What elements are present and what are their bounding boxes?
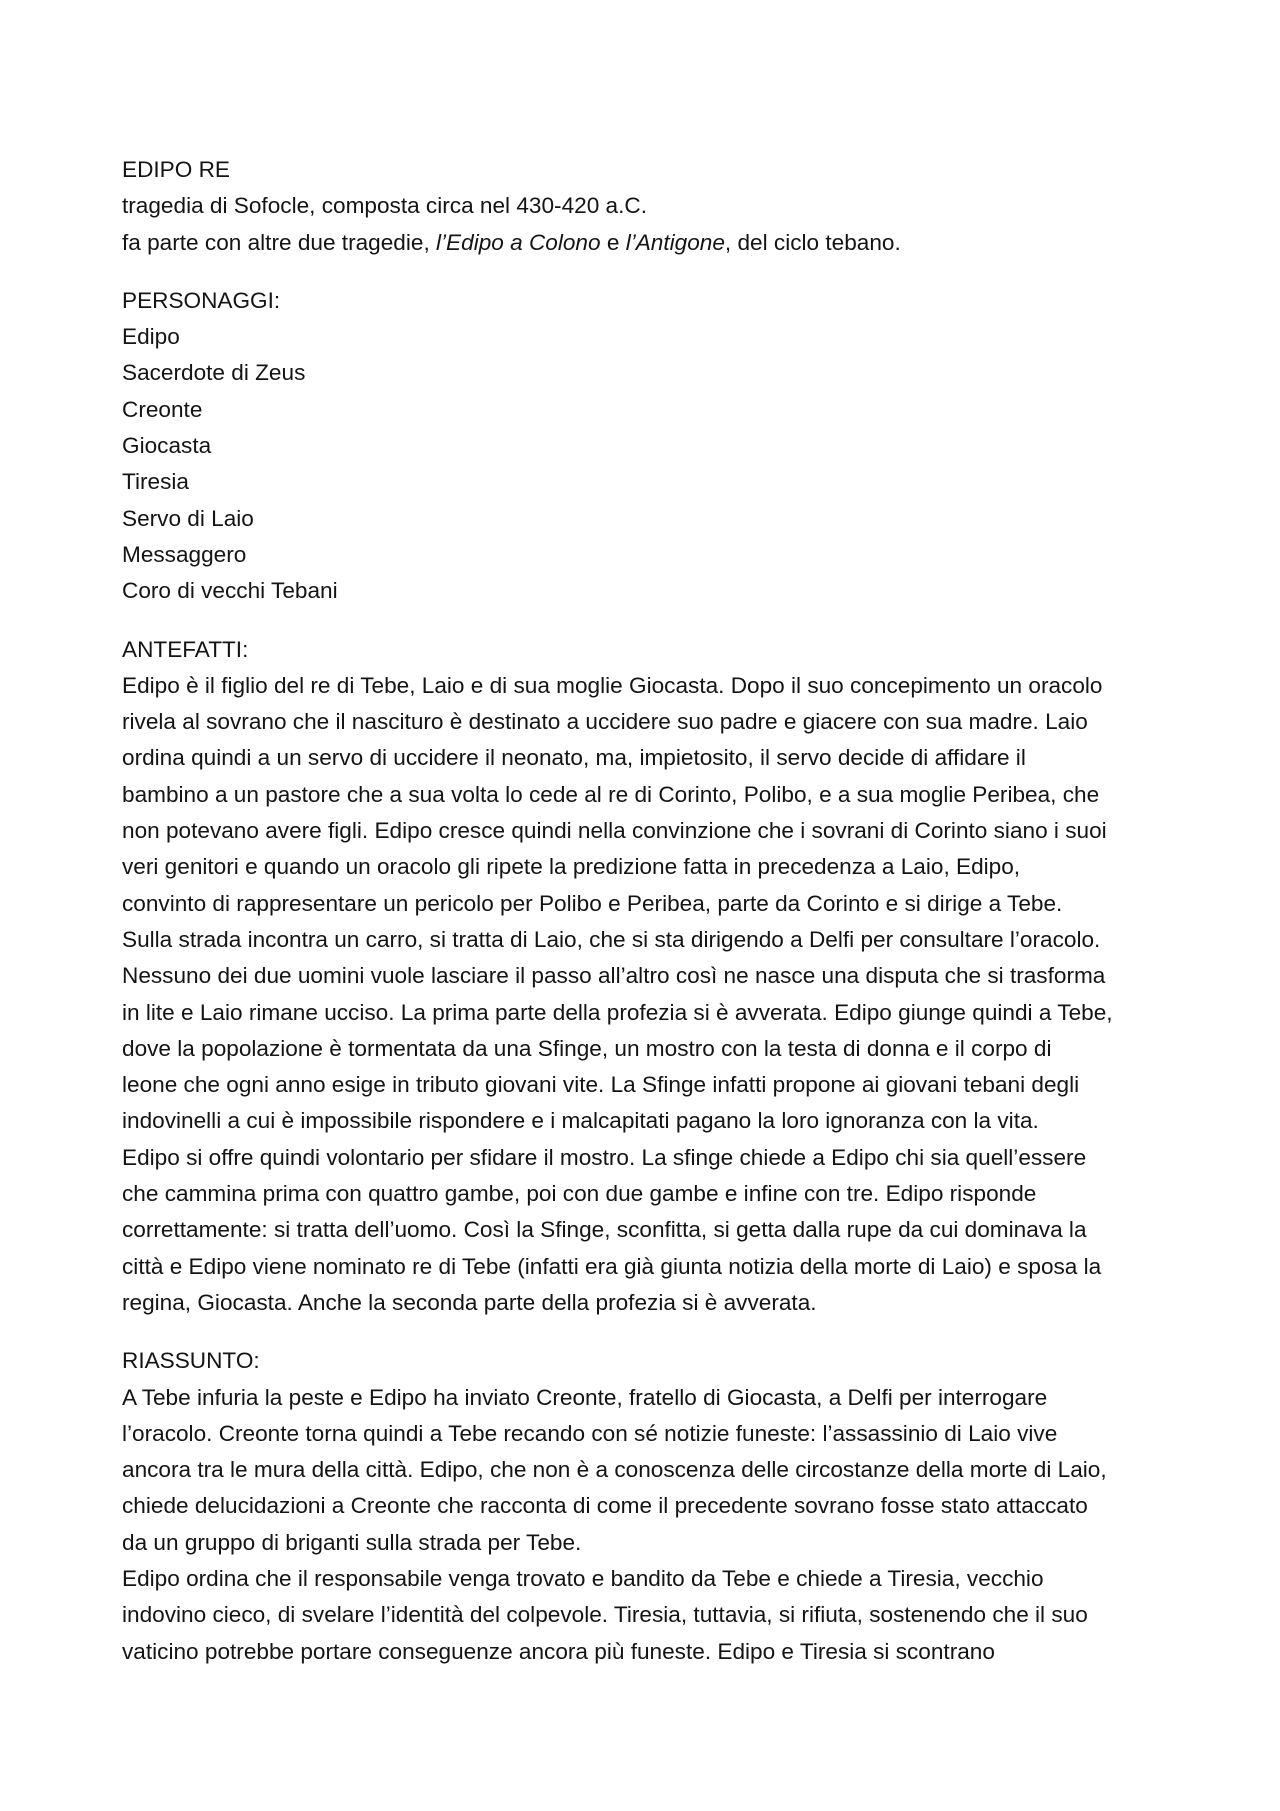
work-antigone: l’Antigone <box>625 229 725 255</box>
antefatti-section <box>122 632 1172 1322</box>
text-line: A Tebe infuria la peste e Edipo ha inviato Creonte, fratello di Giocasta, a Delfi per interrogare <box>122 1384 1048 1410</box>
character-item: Messaggero <box>122 541 247 567</box>
riassunto-paragraph <box>122 1380 1172 1670</box>
document-page <box>122 152 1172 1692</box>
text-line: Edipo si offre quindi volontario per sfidare il mostro. La sfinge chiede a Edipo chi sia quell’essere <box>122 1144 1087 1170</box>
character-item: Edipo <box>122 324 180 350</box>
title-block <box>122 152 1172 261</box>
work-edipo-a-colono: l’Edipo a Colono <box>436 229 601 255</box>
text-line: Edipo è il figlio del re di Tebe, Laio e di sua moglie Giocasta. Dopo il suo concepimento un oracolo <box>122 672 1103 698</box>
text-line: l’oracolo. Creonte torna quindi a Tebe recando con sé notizie funeste: l’assassinio di Laio vive <box>122 1420 1058 1446</box>
riassunto-heading: RIASSUNTO: <box>122 1348 260 1374</box>
text-line: ordina quindi a un servo di uccidere il neonato, ma, impietosito, il servo decide di affidare il <box>122 745 1026 771</box>
text-line: regina, Giocasta. Anche la seconda parte della profezia si è avverata. <box>122 1289 817 1315</box>
text-line: correttamente: si tratta dell’uomo. Così la Sfinge, sconfitta, si getta dalla rupe da cui dominava la <box>122 1217 1087 1243</box>
character-item: Creonte <box>122 396 203 422</box>
text-line: ancora tra le mura della città. Edipo, che non è a conoscenza delle circostanze della morte di Laio, <box>122 1457 1107 1483</box>
text-line: da un gruppo di briganti sulla strada per Tebe. <box>122 1529 582 1555</box>
cycle-suffix: , del ciclo tebano. <box>724 229 901 255</box>
text-line: bambino a un pastore che a sua volta lo cede al re di Corinto, Polibo, e a sua moglie Peribea, che <box>122 781 1100 807</box>
character-item: Servo di Laio <box>122 505 254 531</box>
text-line: rivela al sovrano che il nascituro è destinato a uccidere suo padre e giacere con sua madre. Laio <box>122 709 1088 735</box>
character-item: Tiresia <box>122 469 189 495</box>
text-line: che cammina prima con quattro gambe, poi con due gambe e infine con tre. Edipo risponde <box>122 1181 1037 1207</box>
text-line: in lite e Laio rimane ucciso. La prima parte della profezia si è avverata. Edipo giunge quindi a Tebe, <box>122 999 1113 1025</box>
antefatti-heading: ANTEFATTI: <box>122 636 249 662</box>
character-item: Coro di vecchi Tebani <box>122 578 338 604</box>
text-line: non potevano avere figli. Edipo cresce quindi nella convinzione che i sovrani di Corinto siano i suoi <box>122 818 1107 844</box>
text-line: indovinelli a cui è impossibile rispondere e i malcapitati pagano la loro ignoranza con la vita. <box>122 1108 1039 1134</box>
document-title: EDIPO RE <box>122 157 230 182</box>
cycle-line <box>122 225 1172 261</box>
text-line: veri genitori e quando un oracolo gli ripete la predizione fatta in precedenza a Laio, Edipo, <box>122 854 1021 880</box>
character-item: Sacerdote di Zeus <box>122 360 306 386</box>
text-line: città e Edipo viene nominato re di Tebe (infatti era già giunta notizia della morte di Laio) e sposa la <box>122 1253 1102 1279</box>
characters-heading: PERSONAGGI: <box>122 287 281 313</box>
text-line: leone che ogni anno esige in tributo giovani vite. La Sfinge infatti propone ai giovani tebani degli <box>122 1072 1080 1098</box>
antefatti-paragraph <box>122 668 1172 1321</box>
text-line: Nessuno dei due uomini vuole lasciare il passo all’altro così ne nasce una disputa che si trasforma <box>122 963 1106 989</box>
text-line: Sulla strada incontra un carro, si tratta di Laio, che si sta dirigendo a Delfi per consultare l’oracolo. <box>122 926 1101 952</box>
text-line: Edipo ordina che il responsabile venga trovato e bandito da Tebe e chiede a Tiresia, vecchio <box>122 1565 1044 1591</box>
text-line: indovino cieco, di svelare l’identità del colpevole. Tiresia, tuttavia, si rifiuta, sostenendo che il suo <box>122 1602 1088 1628</box>
characters-section <box>122 283 1172 610</box>
riassunto-section <box>122 1343 1172 1670</box>
character-item: Giocasta <box>122 433 212 459</box>
text-line: dove la popolazione è tormentata da una Sfinge, un mostro con la testa di donna e il corpo di <box>122 1035 1052 1061</box>
cycle-prefix: fa parte con altre due tragedie, <box>122 229 437 255</box>
text-line: convinto di rappresentare un pericolo per Polibo e Peribea, parte da Corinto e si dirige a Tebe. <box>122 890 1063 916</box>
text-line: vaticino potrebbe portare conseguenze ancora più funeste. Edipo e Tiresia si scontrano <box>122 1638 995 1664</box>
cycle-mid: e <box>600 229 626 255</box>
text-line: chiede delucidazioni a Creonte che racconta di come il precedente sovrano fosse stato attaccato <box>122 1493 1088 1519</box>
document-subtitle: tragedia di Sofocle, composta circa nel 430-420 a.C. <box>122 193 647 219</box>
